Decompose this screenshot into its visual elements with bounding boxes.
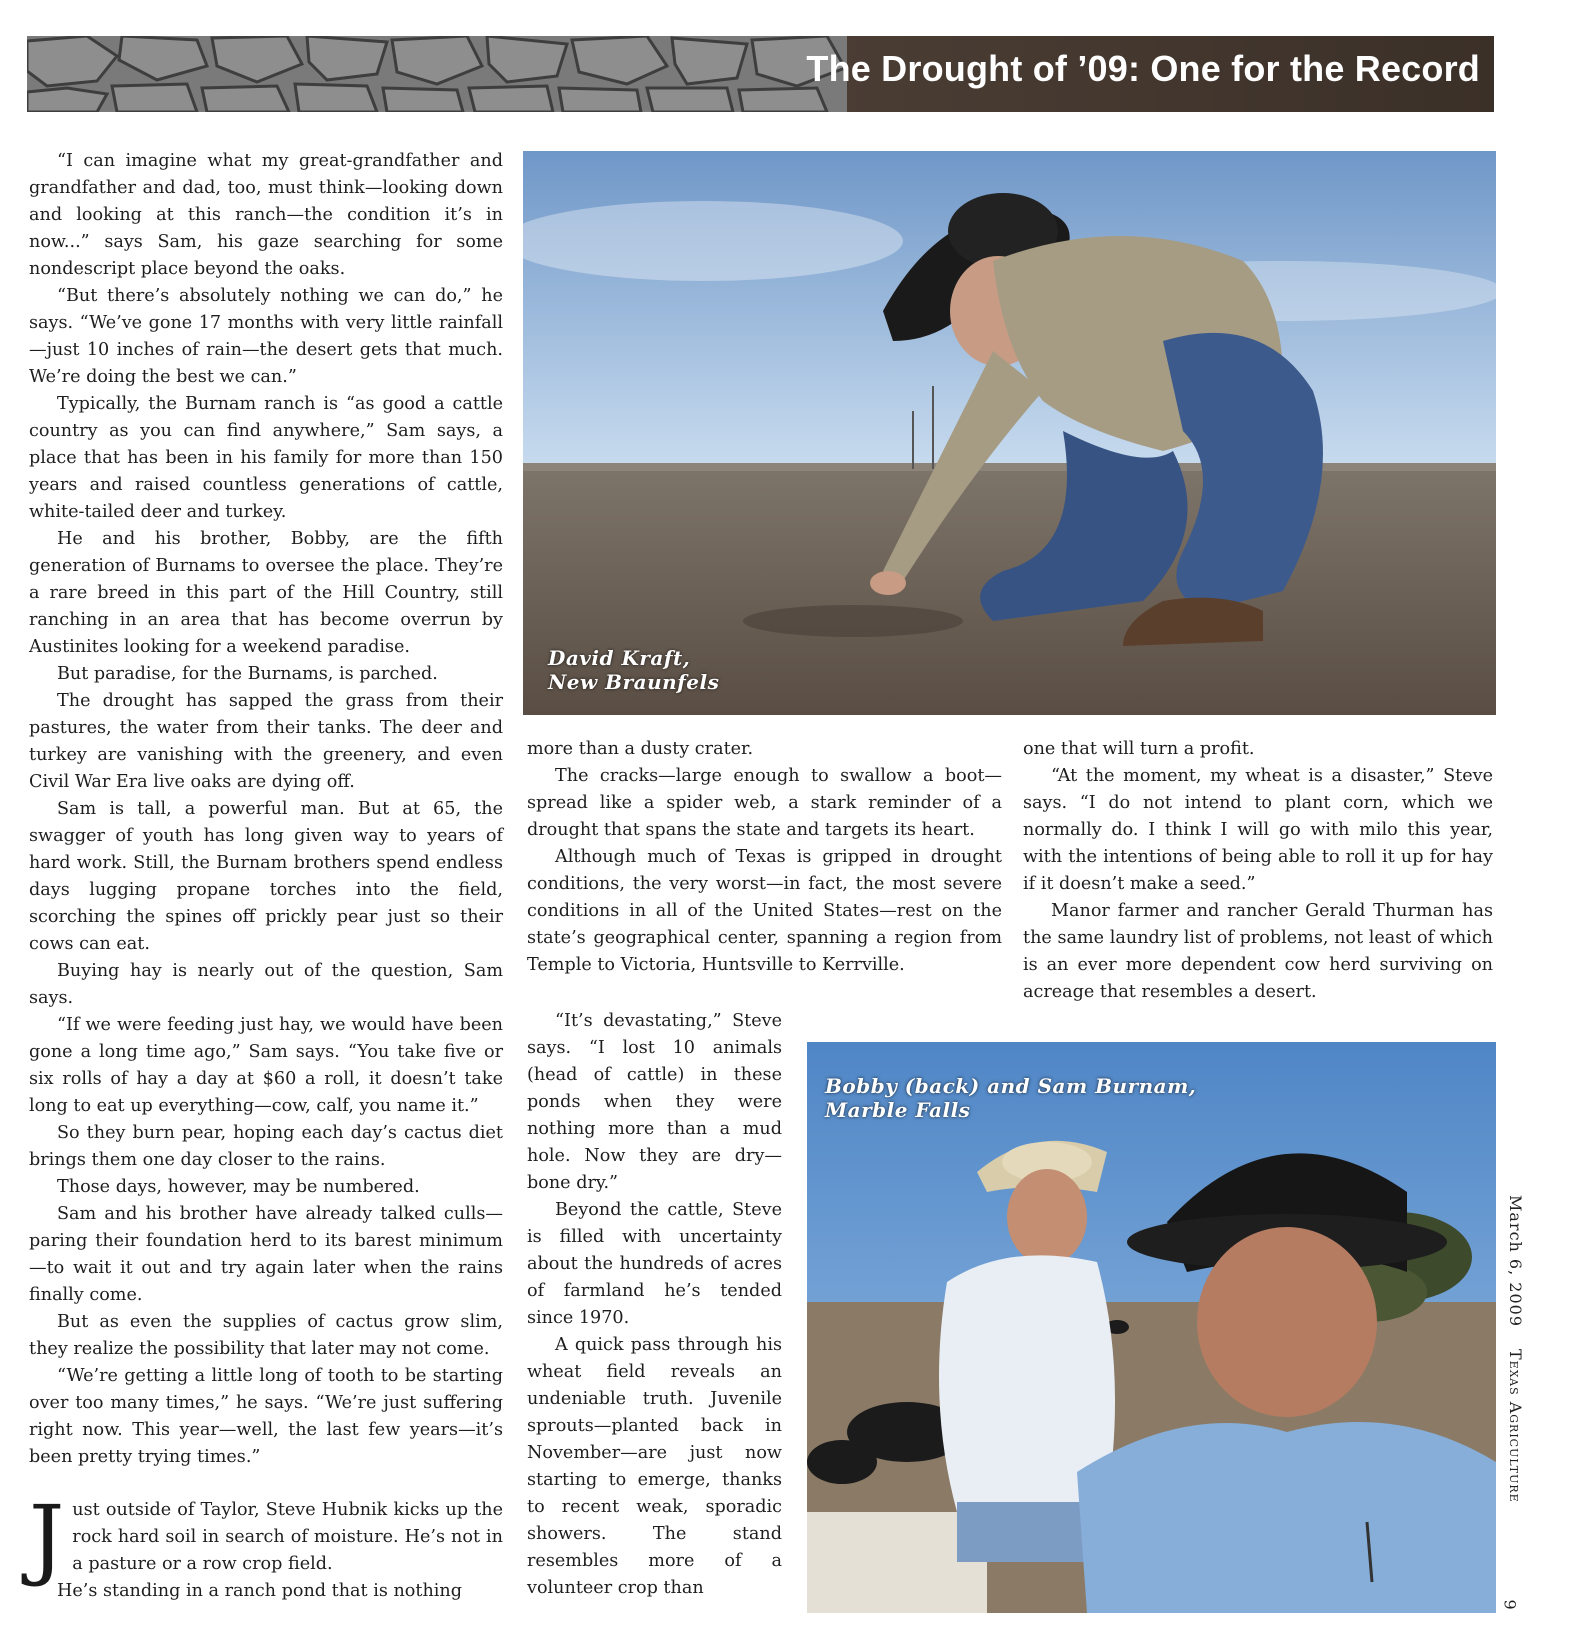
paragraph: Manor farmer and rancher Gerald Thurman has the same laundry list of problems, not least of which is an ever more dependent cow herd surviving on acreage that resembles a desert.	[1023, 901, 1493, 1002]
paragraph: one that will turn a profit.	[1023, 739, 1255, 759]
paragraph: Buying hay is nearly out of the question, Sam says.	[29, 961, 503, 1008]
publication-name: Texas Agriculture	[1506, 1349, 1525, 1503]
article-column-2-lower	[527, 1008, 782, 1602]
photo-farmer-field	[523, 151, 1496, 715]
paragraph: “It’s devastating,” Steve says. “I lost 10 animals (head of cattle) in these ponds when they were nothing more than a mud hole. Now they are dry—bone dry.”	[527, 1011, 782, 1193]
photo-burnam-brothers	[807, 1042, 1496, 1613]
paragraph: “If we were feeding just hay, we would have been gone a long time ago,” Sam says. “You take five or six rolls of hay a day at $60 a roll, it doesn’t take long to eat up everything—cow, calf, you name it.”	[29, 1015, 503, 1116]
paragraph: Although much of Texas is gripped in drought conditions, the very worst—in fact, the most severe conditions in all of the United States—rest on the state’s geographical center, spanning a region from Temple to Victoria, Huntsville to Kerrville.	[527, 847, 1002, 975]
cracked-earth-image	[27, 36, 847, 112]
photo-caption: David Kraft, New Braunfels	[548, 646, 720, 694]
section-opening-paragraph: Just outside of Taylor, Steve Hubnik kicks up the rock hard soil in search of moisture. He’s not in a pasture or a row crop field.	[29, 1486, 503, 1589]
photo-caption: Bobby (back) and Sam Burnam, Marble Falls	[825, 1074, 1197, 1122]
paragraph: “I can imagine what my great-grandfather and grandfather and dad, too, must think—looking down and looking at this ranch—the condition it’s in now...” says Sam, his gaze searching for some nondescript place beyond the oaks.	[29, 151, 503, 279]
paragraph: “At the moment, my wheat is a disaster,” Steve says. “I do not intend to plant corn, which we normally do. I think I will go with milo this year, with the intentions of being able to roll it up for hay if it doesn’t make a seed.”	[1023, 766, 1493, 894]
article-column-2	[527, 736, 1002, 979]
paragraph: He’s standing in a ranch pond that is nothing	[57, 1581, 462, 1601]
paragraph: But as even the supplies of cactus grow slim, they realize the possibility that later may not come.	[29, 1312, 503, 1359]
article-column-1	[29, 148, 503, 1605]
paragraph: more than a dusty crater.	[527, 739, 754, 759]
paragraph: So they burn pear, hoping each day’s cactus diet brings them one day closer to the rains.	[29, 1123, 503, 1170]
paragraph: Beyond the cattle, Steve is filled with uncertainty about the hundreds of acres of farmland he’s tended since 1970.	[527, 1200, 782, 1328]
paragraph: A quick pass through his wheat field reveals an undeniable truth. Juvenile sprouts—planted back in November—are just now starting to emerge, thanks to recent weak, sporadic showers. The stand resembles more of a volunteer crop than	[527, 1335, 782, 1598]
paragraph: “We’re getting a little long of tooth to be starting over too many times,” he says. “We’re just suffering right now. This year—well, the last few years—it’s been pretty trying times.”	[29, 1366, 503, 1467]
paragraph: Typically, the Burnam ranch is “as good a cattle country as you can find anywhere,” Sam says, a place that has been in his family for more than 150 years and raised countless generations of cattle, white-tailed deer and turkey.	[29, 394, 503, 522]
page-title: The Drought of ’09: One for the Record	[806, 48, 1480, 89]
folio-sidebar	[1506, 1195, 1525, 1503]
paragraph: Sam and his brother have already talked culls—paring their foundation herd to its barest minimum—to wait it out and try again later when the rains finally come.	[29, 1204, 503, 1305]
paragraph: Sam is tall, a powerful man. But at 65, the swagger of youth has long given way to years of hard work. Still, the Burnam brothers spend endless days lugging propane torches into the field, scorching the spines off prickly pear just so their cows can eat.	[29, 799, 503, 954]
paragraph: Those days, however, may be numbered.	[57, 1177, 420, 1197]
issue-date: March 6, 2009	[1506, 1195, 1525, 1327]
header-banner	[27, 36, 1494, 112]
paragraph: He and his brother, Bobby, are the fifth generation of Burnams to oversee the place. They’re a rare breed in this part of the Hill Country, still ranching in an area that has become overrun by Austinites looking for a weekend paradise.	[29, 529, 503, 657]
paragraph: But paradise, for the Burnams, is parched.	[57, 664, 438, 684]
drop-cap: J	[29, 1486, 65, 1589]
paragraph: “But there’s absolutely nothing we can do,” he says. “We’ve gone 17 months with very little rainfall—just 10 inches of rain—the desert gets that much. We’re doing the best we can.”	[29, 286, 503, 387]
paragraph: The drought has sapped the grass from their pastures, the water from their tanks. The deer and turkey are vanishing with the greenery, and even Civil War Era live oaks are dying off.	[29, 691, 503, 792]
paragraph: The cracks—large enough to swallow a boot—spread like a spider web, a stark reminder of a drought that spans the state and targets its heart.	[527, 766, 1002, 840]
page-number: 9	[1500, 1599, 1520, 1610]
article-column-3	[1023, 736, 1493, 1006]
